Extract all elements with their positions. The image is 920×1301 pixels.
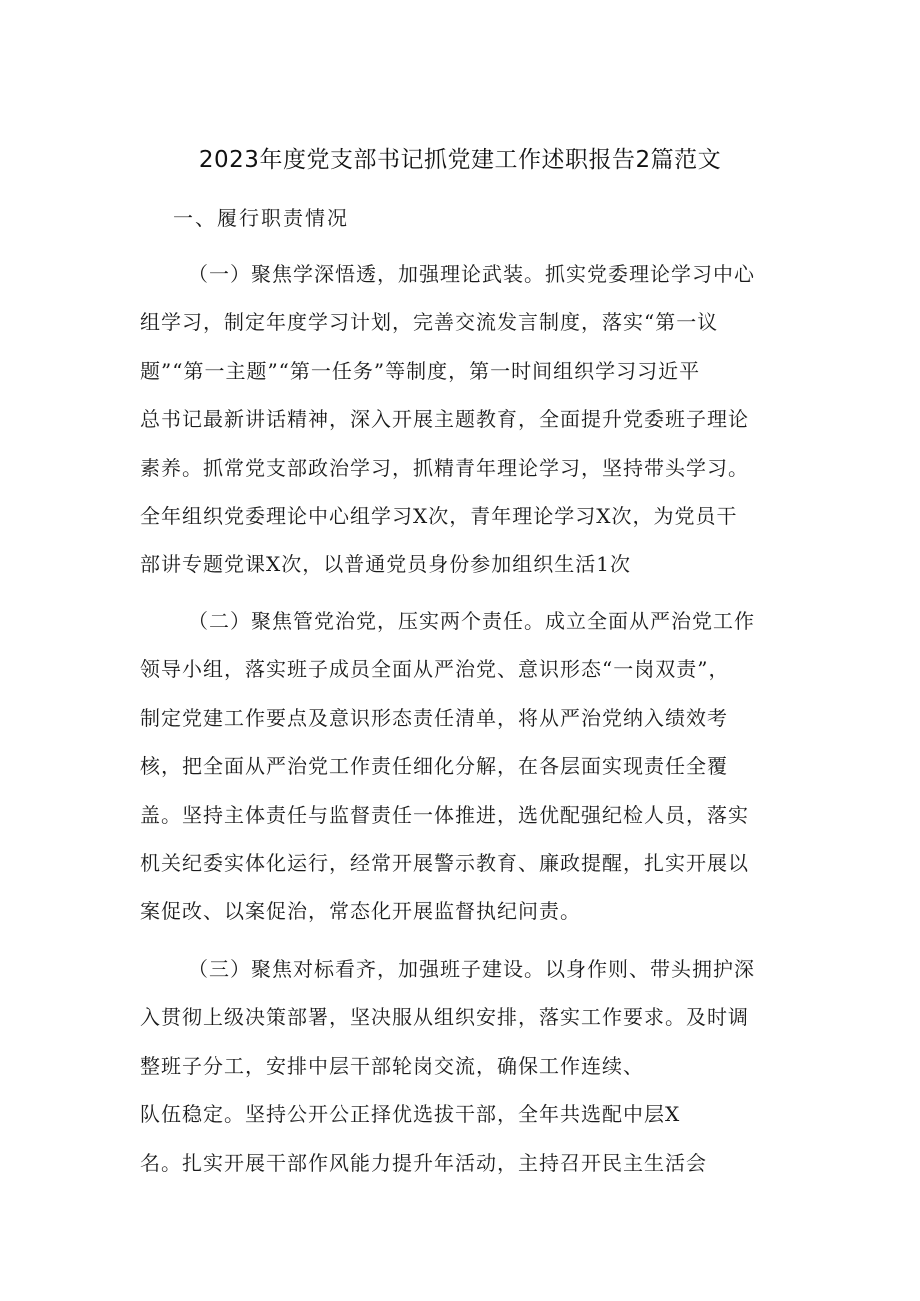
- paragraph-line: 制定党建工作要点及意识形态责任清单，将从严治党纳入绩效考: [140, 705, 728, 730]
- paragraph-1: [140, 250, 780, 589]
- paragraph-line: 素养。抓常党支部政治学习，抓精青年理论学习，坚持带头学习。: [140, 455, 749, 480]
- paragraph-line: （二）聚焦管党治党，压实两个责任。成立全面从严治党工作: [188, 609, 755, 633]
- paragraph-line: 领导小组，落实班子成员全面从严治党、意识形态“一岗双责”，: [140, 657, 730, 682]
- paragraph-line: 机关纪委实体化运行，经常开展警示教育、廉政提醒，扎实开展以: [140, 850, 749, 875]
- paragraph-line: 整班子分工，安排中层干部轮岗交流，确保工作连续、: [140, 1053, 644, 1078]
- paragraph-line: 队伍稳定。坚持公开公正择优选拔干部，全年共选配中层X: [140, 1102, 681, 1127]
- paragraph-line: （一）聚焦学深悟透，加强理论武装。抓实党委理论学习中心: [188, 262, 755, 286]
- paragraph-line: 案促改、以案促治，常态化开展监督执纪问责。: [140, 899, 581, 924]
- paragraph-line: 部讲专题党课X次，以普通党员身份参加组织生活1次: [140, 552, 631, 577]
- paragraph-2: [140, 597, 780, 936]
- section-heading: 一、履行职责情况: [173, 206, 349, 230]
- document-title: 2023年度党支部书记抓党建工作述职报告2篇范文: [198, 147, 722, 173]
- paragraph-line: 名。扎实开展干部作风能力提升年活动，主持召开民主生活会: [140, 1150, 707, 1175]
- paragraph-line: （三）聚焦对标看齐，加强班子建设。以身作则、带头拥护深: [188, 957, 755, 981]
- paragraph-line: 总书记最新讲话精神，深入开展主题教育，全面提升党委班子理论: [140, 407, 749, 432]
- paragraph-line: 题”“第一主题”“第一任务”等制度，第一时间组织学习习近平: [140, 358, 701, 383]
- paragraph-3: [140, 945, 780, 1187]
- paragraph-line: 核，把全面从严治党工作责任细化分解，在各层面实现责任全覆: [140, 754, 728, 779]
- paragraph-line: 盖。坚持主体责任与监督责任一体推进，选优配强纪检人员，落实: [140, 802, 749, 827]
- paragraph-line: 全年组织党委理论中心组学习X次，青年理论学习X次，为党员干: [140, 503, 738, 528]
- paragraph-line: 组学习，制定年度学习计划，完善交流发言制度，落实“第一议: [140, 310, 719, 335]
- paragraph-line: 入贯彻上级决策部署，坚决服从组织安排，落实工作要求。及时调: [140, 1005, 749, 1030]
